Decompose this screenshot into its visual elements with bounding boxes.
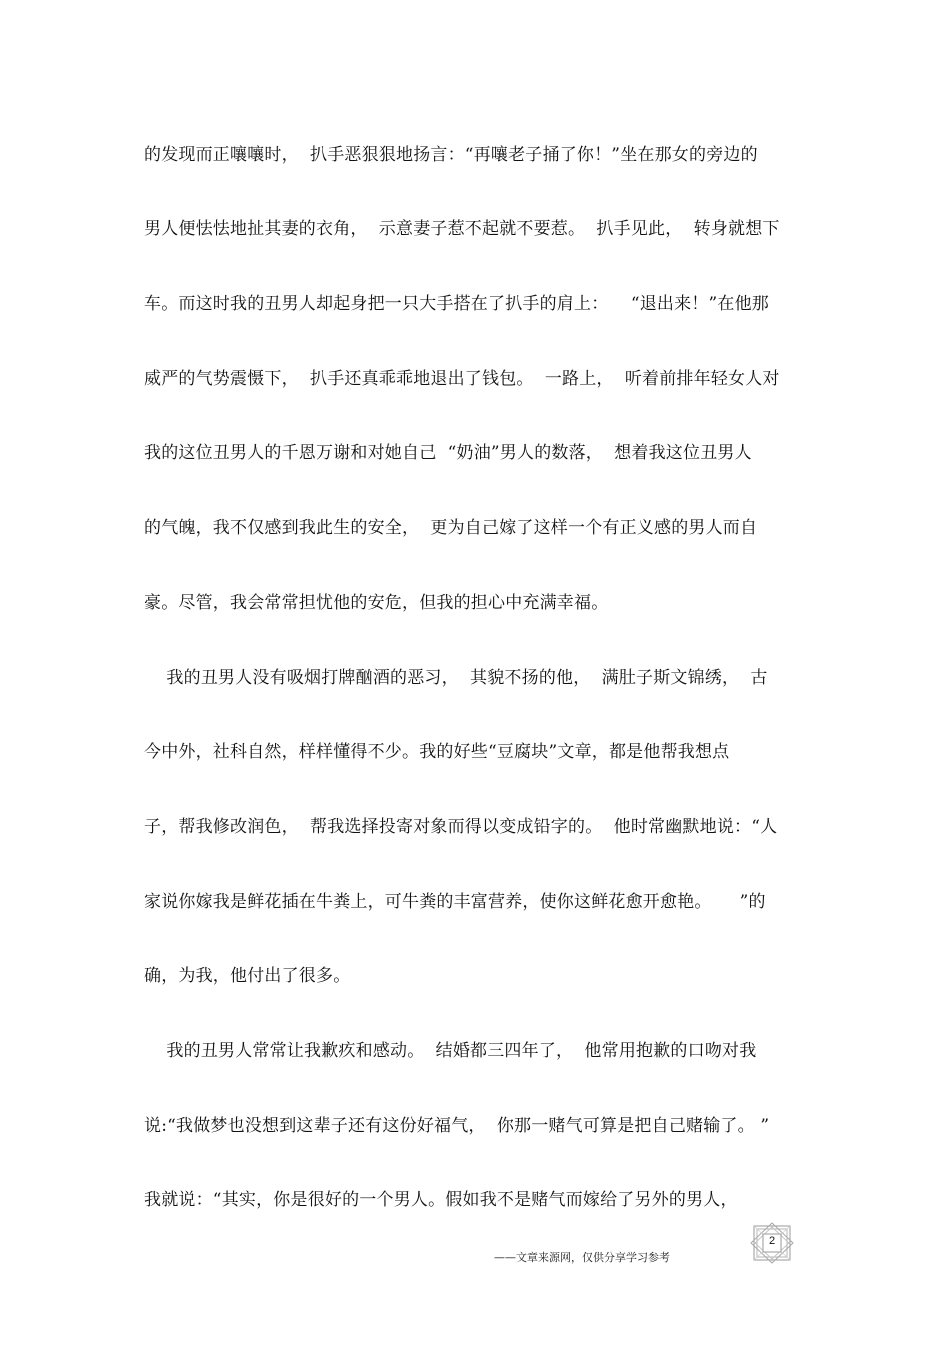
body-text-line: 确，为我，他付出了很多。 [144,966,351,986]
body-text-line: 的发现而正嚷嚷时， 扒手恶狠狠地扬言：“再嚷老子捅了你！”坐在那女的旁边的 [144,145,758,165]
body-text-line: 子，帮我修改润色， 帮我选择投寄对象而得以变成铅字的。 他时常幽默地说：“人 [144,817,778,837]
body-text-line: 豪。尽管，我会常常担忧他的安危，但我的担心中充满幸福。 [144,593,609,613]
page-number-badge [748,1222,796,1264]
page-number: 2 [768,1235,776,1247]
body-text-line: 我就说：“其实，你是很好的一个男人。假如我不是赌气而嫁给了另外的男人， [144,1190,738,1210]
body-text-line: 说:“我做梦也没想到这辈子还有这份好福气， 你那一赌气可算是把自己赌输了。 ” [144,1116,770,1136]
body-text-line: 威严的气势震慑下， 扒手还真乖乖地退出了钱包。 一路上， 听着前排年轻女人对 [144,369,780,389]
footer-source-note: ——文章来源网，仅供分享学习参考 [494,1251,670,1264]
body-text-line: 家说你嫁我是鲜花插在牛粪上，可牛粪的丰富营养，使你这鲜花愈开愈艳。 ”的 [144,892,766,912]
body-text-line: 我的丑男人常常让我歉疚和感动。 结婚都三四年了， 他常用抱歉的口吻对我 [144,1041,757,1061]
body-text-line: 我的丑男人没有吸烟打牌酗酒的恶习， 其貌不扬的他， 满肚子斯文锦绣， 古 [144,668,768,688]
body-text-line: 今中外，社科自然，样样懂得不少。我的好些“豆腐块”文章，都是他帮我想点 [144,742,730,762]
body-text-line: 的气魄，我不仅感到我此生的安全， 更为自己嫁了这样一个有正义感的男人而自 [144,518,758,538]
body-text-line: 我的这位丑男人的千恩万谢和对她自己 “奶油”男人的数落， 想着我这位丑男人 [144,443,752,463]
body-text-line: 男人便怯怯地扯其妻的衣角， 示意妻子惹不起就不要惹。 扒手见此， 转身就想下 [144,219,780,239]
body-text-line: 车。而这时我的丑男人却起身把一只大手搭在了扒手的肩上： “退出来！”在他那 [144,294,769,314]
